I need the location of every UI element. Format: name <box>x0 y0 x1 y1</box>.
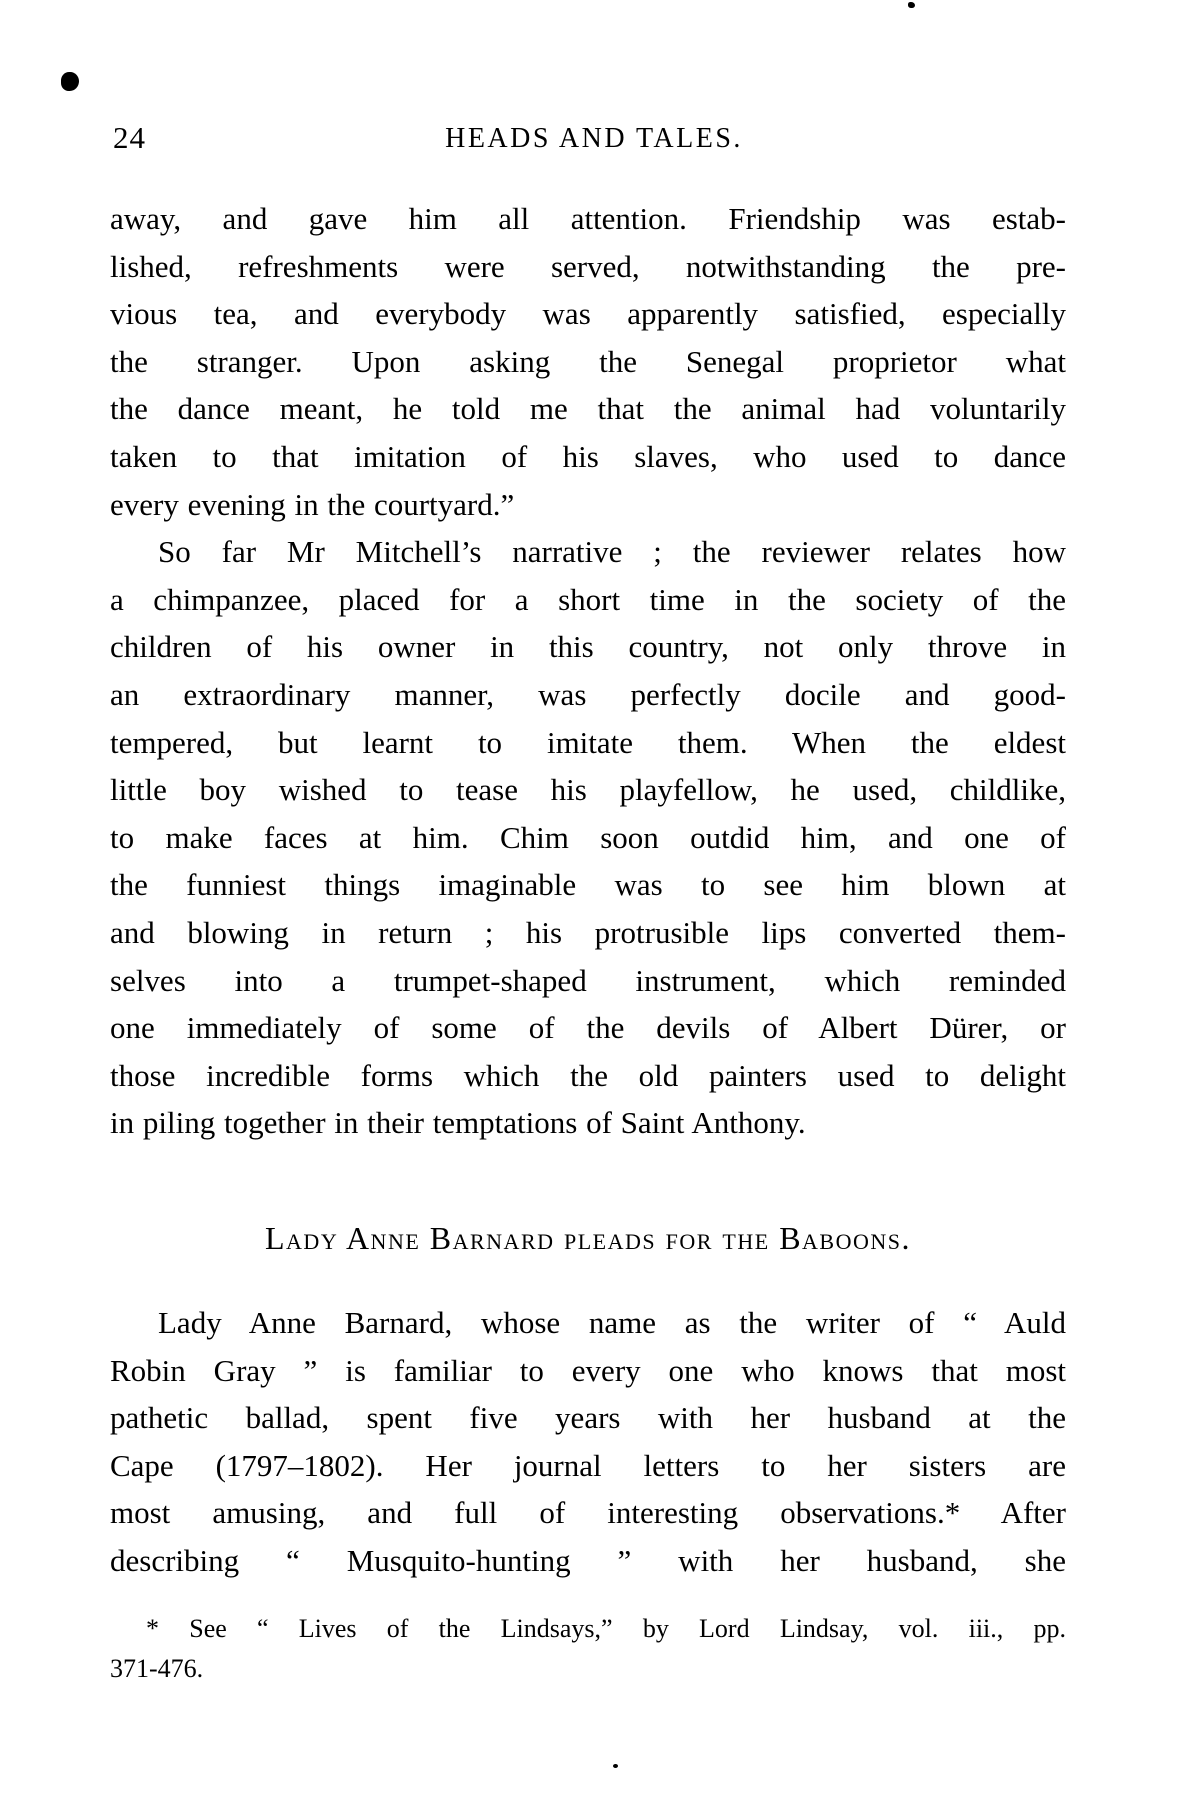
text-line: a chimpanzee, placed for a short time in the society of the <box>110 581 1066 617</box>
text-line: selves into a trumpet-shaped instrument, which reminded <box>110 962 1066 998</box>
ink-blot-artifact <box>61 72 79 91</box>
text-line: most amusing, and full of interesting observations.* After <box>110 1495 1066 1531</box>
text-line: every evening in the courtyard.” <box>110 486 515 522</box>
text-line: those incredible forms which the old painters used to delight <box>110 1057 1066 1093</box>
text-line: in piling together in their temptations of Saint Anthony. <box>110 1105 806 1141</box>
footnote-line: 371-476. <box>110 1654 204 1683</box>
footnote-line: * See “ Lives of the Lindsays,” by Lord Lindsay, vol. iii., pp. <box>146 1614 1066 1643</box>
text-line: children of his owner in this country, not only throve in <box>110 629 1066 665</box>
text-line: Cape (1797–1802). Her journal letters to her sisters are <box>110 1447 1066 1483</box>
text-line: the funniest things imaginable was to see him blown at <box>110 867 1066 903</box>
text-line: the dance meant, he told me that the animal had voluntarily <box>110 391 1066 427</box>
text-line: describing “ Musquito-hunting ” with her husband, she <box>110 1542 1066 1578</box>
body-text-block <box>110 1299 1066 1585</box>
speck-artifact <box>908 2 915 8</box>
text-line: taken to that imitation of his slaves, who used to dance <box>110 438 1066 474</box>
page-number: 24 <box>113 120 146 155</box>
text-line: the stranger. Upon asking the Senegal proprietor what <box>110 343 1066 379</box>
running-title: HEADS AND TALES. <box>445 123 743 154</box>
text-line: Robin Gray ” is familiar to every one who knows that most <box>110 1352 1066 1388</box>
body-text-block <box>110 195 1066 1147</box>
text-line: to make faces at him. Chim soon outdid him, and one of <box>110 819 1066 855</box>
text-line: lished, refreshments were served, notwithstanding the pre- <box>110 248 1066 284</box>
text-line: little boy wished to tease his playfellow, he used, childlike, <box>110 772 1066 808</box>
text-line: and blowing in return ; his protrusible lips converted them- <box>110 914 1066 950</box>
text-line: away, and gave him all attention. Friendship was estab- <box>110 201 1066 236</box>
text-line: an extraordinary manner, was perfectly docile and good- <box>110 676 1066 712</box>
text-line: vious tea, and everybody was apparently satisfied, especially <box>110 296 1066 332</box>
text-line: tempered, but learnt to imitate them. When the eldest <box>110 724 1066 760</box>
text-line: Lady Anne Barnard, whose name as the writer of “ Auld <box>158 1305 1066 1340</box>
footnote <box>110 1609 1066 1689</box>
text-line: pathetic ballad, spent five years with her husband at the <box>110 1400 1066 1436</box>
section-heading: Lady Anne Barnard pleads for the Baboons. <box>265 1220 911 1256</box>
text-line: So far Mr Mitchell’s narrative ; the reviewer relates how <box>158 534 1066 570</box>
dot-artifact <box>613 1764 618 1768</box>
text-line: one immediately of some of the devils of Albert Dürer, or <box>110 1010 1066 1046</box>
